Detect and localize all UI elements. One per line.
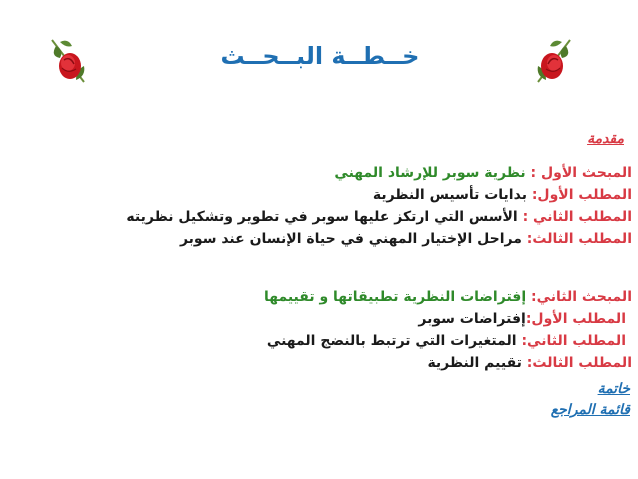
list-item xyxy=(180,230,632,248)
rose-icon xyxy=(532,36,576,88)
item-label: المطلب الثالث: xyxy=(521,355,632,371)
item-label: المطلب الثالث: xyxy=(521,231,632,247)
item-label: المطلب الثاني : xyxy=(517,209,632,225)
rose-icon xyxy=(46,36,90,88)
section2-heading xyxy=(264,288,632,306)
item-text: الأسس التي ارتكز عليها سوبر في تطوير وتشكيل نظريته xyxy=(126,209,518,225)
section1-heading xyxy=(334,164,632,182)
references-heading: قائمة المراجع xyxy=(550,402,630,418)
conclusion-heading: خاتمة xyxy=(597,381,630,397)
intro-heading: مقدمة xyxy=(587,131,624,147)
item-label: المطلب الثاني: xyxy=(516,333,626,349)
section1-heading-text: نظرية سوبر للإرشاد المهني xyxy=(334,165,526,181)
list-item xyxy=(126,208,632,226)
item-text: المتغيرات التي ترتبط بالنضج المهني xyxy=(266,333,517,349)
page-title: خــطــة البــحــث xyxy=(220,42,420,70)
list-item xyxy=(427,354,632,372)
section1-heading-label: المبحث الأول : xyxy=(525,165,632,181)
item-label: المطلب الأول: xyxy=(525,311,626,327)
item-text: بدايات تأسيس النظرية xyxy=(372,187,527,203)
section2-heading-label: المبحث الثاني: xyxy=(526,289,632,305)
item-text: تقييم النظرية xyxy=(427,355,522,371)
list-item xyxy=(373,186,632,204)
list-item xyxy=(267,332,626,350)
item-label: المطلب الأول: xyxy=(526,187,632,203)
section2-heading-text: إفتراضات النظرية تطبيقاتها و تقييمها xyxy=(263,289,527,305)
list-item xyxy=(418,310,626,328)
item-text: إفتراضات سوبر xyxy=(418,311,526,327)
item-text: مراحل الإختيار المهني في حياة الإنسان عند سوبر xyxy=(179,231,522,247)
